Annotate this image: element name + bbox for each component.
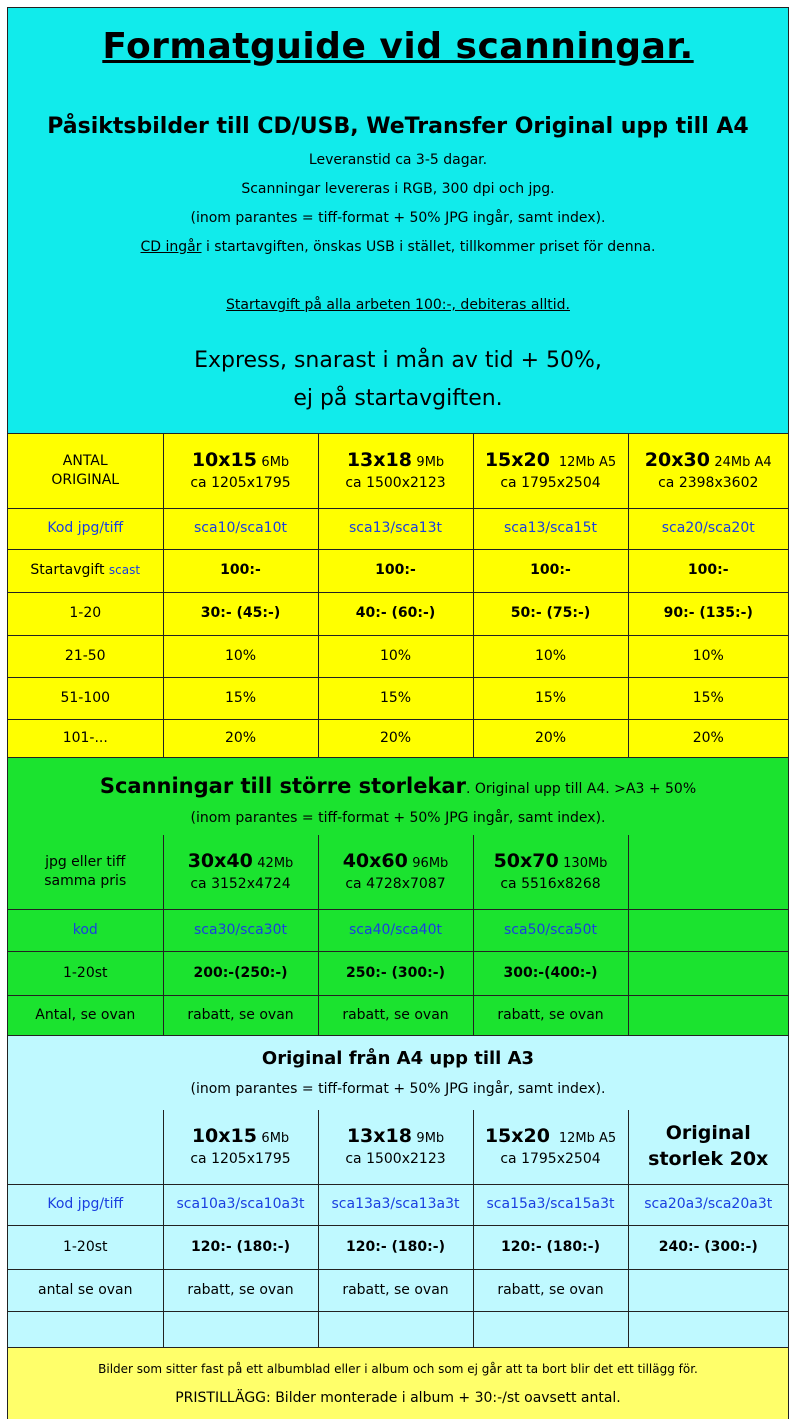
delivery-time: Leveranstid ca 3-5 dagar. [308,152,488,168]
empty-cell [318,1311,473,1347]
size-cell: 15x20 12Mb A5 ca 1795x2504 [473,434,628,508]
table-row [8,635,788,677]
unit-price: 50:- (75:-) [473,592,628,635]
qty-label: 1-20 [8,592,163,635]
product-code: sca30/sca30t [163,909,318,951]
delivery-format: Scanningar levereras i RGB, 300 dpi och jpg. [241,181,555,197]
product-code: sca13a3/sca13a3t [318,1184,473,1225]
tiff-note: (inom parantes = tiff-format + 50% JPG ingår, samt index). [190,810,606,826]
product-code: sca13/sca15t [473,508,628,549]
discount-value: 10% [318,635,473,677]
count-label: ANTAL ORIGINAL [8,434,163,508]
discount-value: 15% [163,677,318,719]
price-table-a3 [8,1110,788,1348]
empty-cell [628,835,788,909]
size-cell: 13x18 9Mb ca 1500x2123 [318,1110,473,1184]
size-cell: 15x20 12Mb A5 ca 1795x2504 [473,1110,628,1184]
discount-value: rabatt, se ovan [163,1269,318,1311]
empty-cell [8,1311,163,1347]
discount-value: 20% [628,719,788,757]
startfee-price: 100:- [628,549,788,592]
code-label: kod [8,909,163,951]
discount-value: rabatt, se ovan [473,1269,628,1311]
empty-cell [628,951,788,995]
size-cell: 20x30 24Mb A4 ca 2398x3602 [628,434,788,508]
size-cell: 30x40 42Mb ca 3152x4724 [163,835,318,909]
tiff-note: (inom parantes = tiff-format + 50% JPG ingår, samt index). [190,210,606,226]
product-code: sca20/sca20t [628,508,788,549]
empty-cell [628,1311,788,1347]
size-cell: 40x60 96Mb ca 4728x7087 [318,835,473,909]
discount-value: 20% [473,719,628,757]
unit-price: 120:- (180:-) [163,1225,318,1269]
table-row [8,1225,788,1269]
table-row [8,508,788,549]
startfee-label: Startavgift scast [8,549,163,592]
album-surcharge: PRISTILLÄGG: Bilder monterade i album + 30:-/st oavsett antal. [175,1390,621,1406]
format-label: jpg eller tiff samma pris [8,835,163,909]
unit-price: 240:- (300:-) [628,1225,788,1269]
discount-value: 15% [318,677,473,719]
price-table-a4 [8,434,788,758]
large-sizes-title: Scanningar till större storlekar. Original upp till A4. >A3 + 50% [99,774,697,798]
album-note: Bilder som sitter fast på ett albumblad eller i album och som ej går att ta bort blir det ett tillägg för. [98,1362,698,1376]
code-label: Kod jpg/tiff [8,1184,163,1225]
startfee-note: Startavgift på alla arbeten 100:-, debiteras alltid. [226,297,570,313]
album-surcharge-section [8,1347,788,1419]
table-row [8,995,788,1035]
size-cell: 13x18 9Mb ca 1500x2123 [318,434,473,508]
large-sizes-header [8,757,788,835]
table-row [8,549,788,592]
product-code: sca40/sca40t [318,909,473,951]
discount-value: rabatt, se ovan [318,1269,473,1311]
table-row [8,909,788,951]
table-row [8,592,788,635]
size-cell: 10x15 6Mb ca 1205x1795 [163,434,318,508]
empty-cell [628,909,788,951]
unit-price: 200:-(250:-) [163,951,318,995]
startfee-price: 100:- [163,549,318,592]
unit-price: 40:- (60:-) [318,592,473,635]
empty-cell [8,1110,163,1184]
price-table-large [8,835,788,1036]
unit-price: 90:- (135:-) [628,592,788,635]
qty-label: 51-100 [8,677,163,719]
table-row [8,677,788,719]
express-line1: Express, snarast i mån av tid + 50%, [194,348,602,373]
qty-label: 1-20st [8,1225,163,1269]
code-label: Kod jpg/tiff [8,508,163,549]
qty-label: 101-... [8,719,163,757]
table-row [8,1184,788,1225]
a3-title: Original från A4 upp till A3 [261,1048,535,1069]
section-subtitle: Påsiktsbilder till CD/USB, WeTransfer Original upp till A4 [47,114,749,139]
product-code: sca20a3/sca20a3t [628,1184,788,1225]
discount-value: 20% [163,719,318,757]
qty-label: 1-20st [8,951,163,995]
cd-note [8,239,788,255]
discount-value: 20% [318,719,473,757]
size-cell: 50x70 130Mb ca 5516x8268 [473,835,628,909]
discount-value: rabatt, se ovan [318,995,473,1035]
empty-cell [163,1311,318,1347]
table-row [8,1311,788,1347]
intro-section [8,8,788,434]
empty-cell [628,995,788,1035]
empty-cell [628,1269,788,1311]
a3-header [8,1035,788,1110]
express-line2: ej på startavgiften. [293,386,503,411]
product-code: sca13/sca13t [318,508,473,549]
table-row [8,1269,788,1311]
table-row [8,951,788,995]
discount-value: 10% [473,635,628,677]
unit-price: 250:- (300:-) [318,951,473,995]
product-code: sca50/sca50t [473,909,628,951]
product-code: sca10a3/sca10a3t [163,1184,318,1225]
format-guide [7,7,789,1419]
qty-label: Antal, se ovan [8,995,163,1035]
discount-value: 10% [628,635,788,677]
page-title: Formatguide vid scanningar. [102,26,694,67]
cd-note-rest: i startavgiften, önskas USB i stället, tillkommer priset för denna. [201,239,656,255]
discount-value: 15% [473,677,628,719]
table-row [8,1110,788,1184]
cd-included: CD ingår [140,239,202,255]
qty-label: antal se ovan [8,1269,163,1311]
original-size-cell: Original storlek 20x [628,1110,788,1184]
startfee-price: 100:- [473,549,628,592]
table-row [8,434,788,508]
unit-price: 120:- (180:-) [318,1225,473,1269]
unit-price: 120:- (180:-) [473,1225,628,1269]
product-code: sca10/sca10t [163,508,318,549]
discount-value: rabatt, se ovan [163,995,318,1035]
empty-cell [473,1311,628,1347]
tiff-note: (inom parantes = tiff-format + 50% JPG ingår, samt index). [190,1081,606,1097]
discount-value: 10% [163,635,318,677]
unit-price: 300:-(400:-) [473,951,628,995]
product-code: sca15a3/sca15a3t [473,1184,628,1225]
qty-label: 21-50 [8,635,163,677]
table-row [8,835,788,909]
discount-value: rabatt, se ovan [473,995,628,1035]
startfee-price: 100:- [318,549,473,592]
table-row [8,719,788,757]
unit-price: 30:- (45:-) [163,592,318,635]
size-cell: 10x15 6Mb ca 1205x1795 [163,1110,318,1184]
discount-value: 15% [628,677,788,719]
